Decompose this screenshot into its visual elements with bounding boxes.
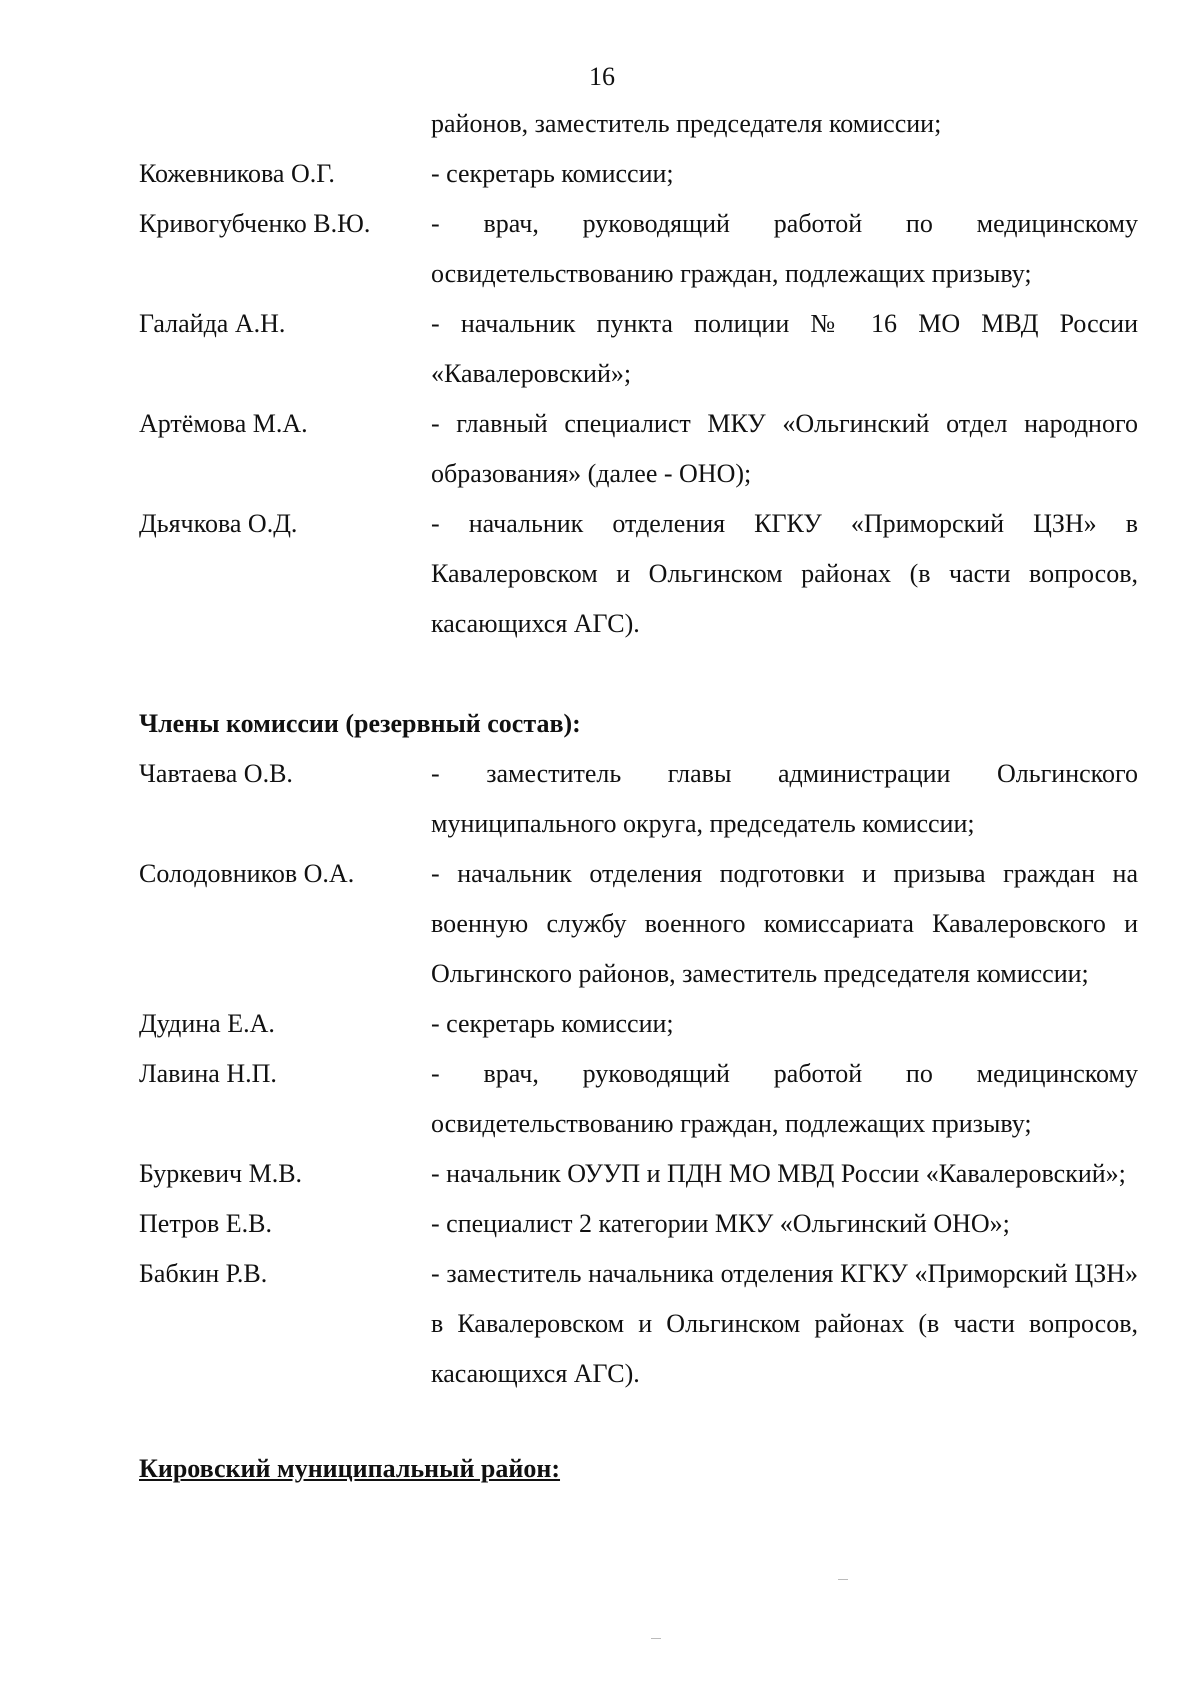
reserve-member-name: Бабкин Р.В. <box>139 1259 268 1288</box>
reserve-member-name: Дудина Е.А. <box>139 1009 275 1038</box>
reserve-member-entry <box>139 1199 1138 1249</box>
reserve-member-entry <box>139 749 1138 849</box>
document-body <box>139 99 1138 1494</box>
district-heading: Кировский муниципальный район: <box>139 1454 561 1483</box>
reserve-member-name: Чавтаева О.В. <box>139 759 293 788</box>
continuation-text: районов, заместитель председателя комиссии; <box>431 109 942 138</box>
member-entry <box>139 499 1138 649</box>
reserve-member-role: - врач, руководящий работой по медицинскому освидетельствованию граждан, подлежащих призыву; <box>431 1059 1138 1138</box>
reserve-member-role: - секретарь комиссии; <box>431 1009 674 1038</box>
scan-speck <box>651 1638 661 1639</box>
reserve-member-name: Буркевич М.В. <box>139 1159 303 1188</box>
reserve-member-role: - начальник отделения подготовки и призыва граждан на военную службу военного комиссариата Кавалеровского и Ольгинского районов, заместитель председателя комиссии; <box>431 859 1138 988</box>
reserve-member-entry <box>139 849 1138 999</box>
page-number: 16 <box>589 62 615 91</box>
reserve-member-role: - специалист 2 категории МКУ «Ольгинский ОНО»; <box>431 1209 1010 1238</box>
member-name: Галайда А.Н. <box>139 309 286 338</box>
member-role: - начальник пункта полиции № 16 МО МВД России «Кавалеровский»; <box>431 309 1138 388</box>
member-role: - секретарь комиссии; <box>431 159 674 188</box>
reserve-member-entry <box>139 999 1138 1049</box>
member-entry <box>139 199 1138 299</box>
member-entry <box>139 149 1138 199</box>
reserve-member-role: - заместитель главы администрации Ольгинского муниципального округа, председатель комиссии; <box>431 759 1138 838</box>
main-member-list <box>139 149 1138 649</box>
member-name: Кожевникова О.Г. <box>139 159 335 188</box>
reserve-member-list <box>139 749 1138 1399</box>
member-name: Артёмова М.А. <box>139 409 308 438</box>
scan-speck <box>838 1579 848 1580</box>
member-entry <box>139 399 1138 499</box>
member-name: Кривогубченко В.Ю. <box>139 209 371 238</box>
reserve-member-name: Петров Е.В. <box>139 1209 272 1238</box>
reserve-member-entry <box>139 1049 1138 1149</box>
member-name: Дьячкова О.Д. <box>139 509 298 538</box>
reserve-member-name: Лавина Н.П. <box>139 1059 277 1088</box>
member-role: - начальник отделения КГКУ «Приморский ЦЗН» в Кавалеровском и Ольгинском районах (в части вопросов, касающихся АГС). <box>431 509 1138 638</box>
reserve-member-name: Солодовников О.А. <box>139 859 355 888</box>
member-role: - врач, руководящий работой по медицинскому освидетельствованию граждан, подлежащих призыву; <box>431 209 1138 288</box>
reserve-member-entry <box>139 1249 1138 1399</box>
reserve-member-role: - заместитель начальника отделения КГКУ «Приморский ЦЗН» в Кавалеровском и Ольгинском районах (в части вопросов, касающихся АГС). <box>431 1259 1138 1388</box>
member-role: - главный специалист МКУ «Ольгинский отдел народного образования» (далее - ОНО); <box>431 409 1138 488</box>
reserve-heading: Члены комиссии (резервный состав): <box>139 709 581 738</box>
reserve-member-entry <box>139 1149 1138 1199</box>
reserve-member-role: - начальник ОУУП и ПДН МО МВД России «Кавалеровский»; <box>431 1159 1126 1188</box>
member-entry <box>139 299 1138 399</box>
